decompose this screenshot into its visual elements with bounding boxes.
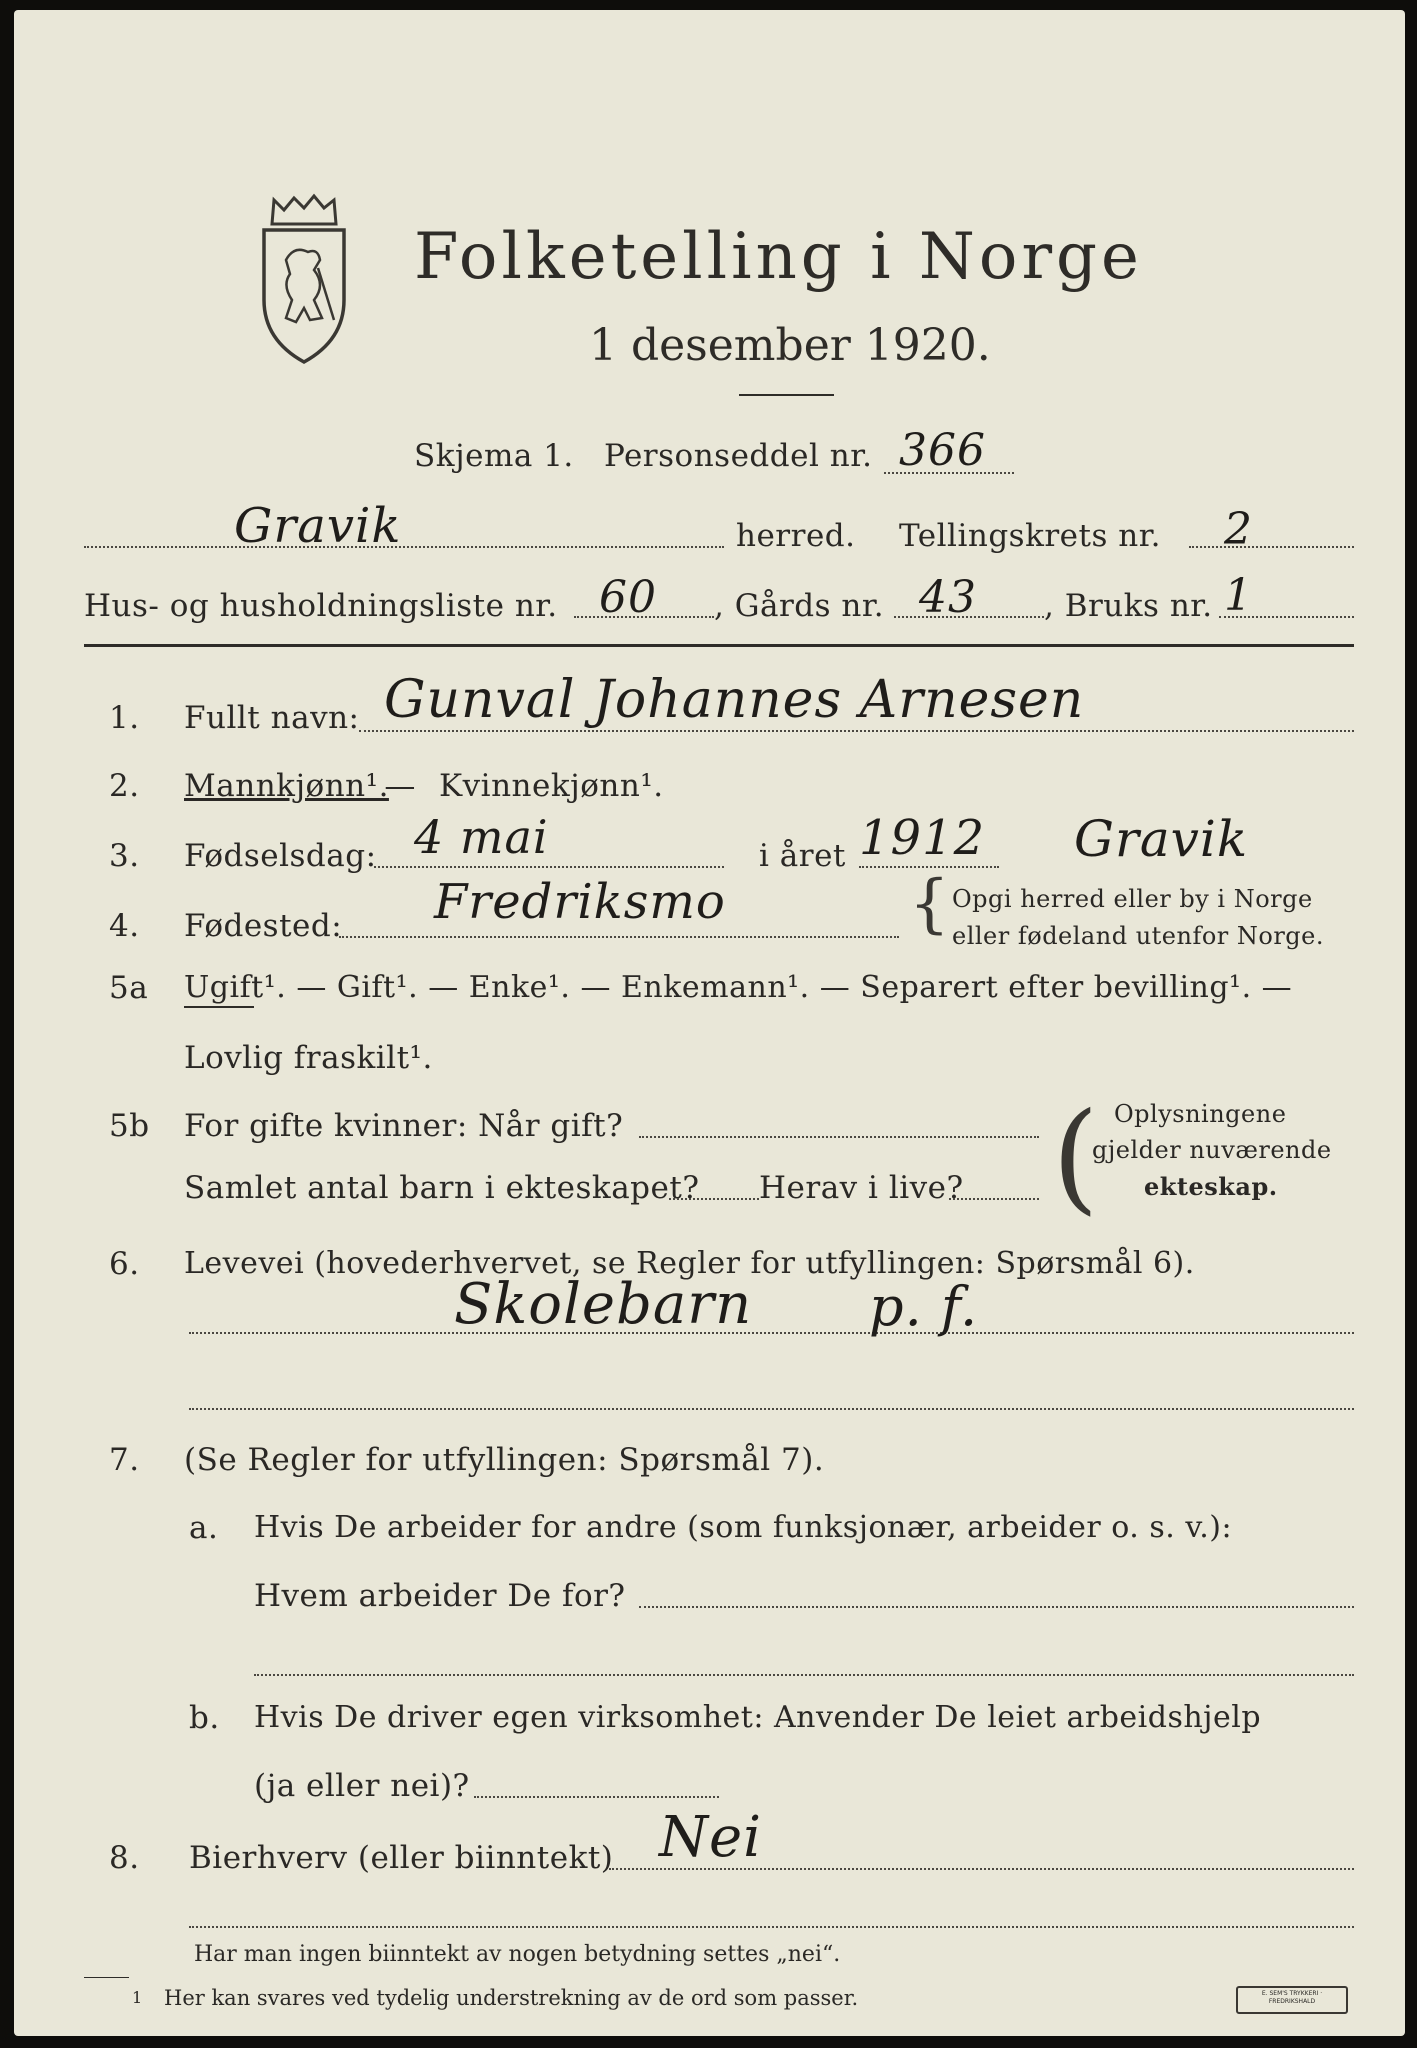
- page-title: Folketelling i Norge: [414, 220, 1143, 294]
- herred-label: herred.: [736, 518, 856, 554]
- q7-label: (Se Regler for utfyllingen: Spørsmål 7).: [184, 1442, 825, 1478]
- q4-brace: {: [909, 867, 950, 941]
- q5b-number: 5b: [109, 1108, 150, 1144]
- q8-value: Nei: [659, 1805, 763, 1870]
- q4-number: 4.: [109, 908, 140, 944]
- q5a-underline: [184, 1006, 254, 1008]
- q7a-line2: Hvem arbeider De for?: [254, 1578, 626, 1614]
- census-form: [14, 10, 1405, 2036]
- hus-label: Hus- og husholdningsliste nr.: [84, 588, 558, 624]
- q5b-note-2: gjelder nuværende: [1092, 1136, 1332, 1164]
- printer-stamp-text: E. SEM'S TRYKKERI · FREDRIKSHALD: [1261, 1990, 1323, 2005]
- printer-stamp: [1236, 1986, 1348, 2014]
- gards-value: 43: [919, 572, 977, 623]
- gards-label: , Gårds nr.: [714, 588, 885, 624]
- personseddel-label: Personseddel nr.: [604, 438, 873, 474]
- q4-note-2: eller fødeland utenfor Norge.: [952, 922, 1325, 950]
- q5b-when-married: For gifte kvinner: Når gift?: [184, 1108, 624, 1144]
- q5b-children: Samlet antal barn i ekteskapet?: [184, 1170, 700, 1206]
- q6-occupation: Skolebarn: [454, 1272, 753, 1337]
- q3-label: Fødselsdag:: [184, 838, 377, 874]
- q5b-note-3: ekteskap.: [1144, 1172, 1278, 1201]
- q5b-brace: (: [1052, 1088, 1099, 1227]
- q3-number: 3.: [109, 838, 140, 874]
- footnote-text: Her kan svares ved tydelig understrekning av de ord som passer.: [164, 1986, 859, 2010]
- q1-full-name: Gunval Johannes Arnesen: [384, 670, 1085, 730]
- q2-separator: —: [374, 768, 427, 804]
- q6-number: 6.: [109, 1246, 140, 1282]
- q5b-note-1: Oplysningene: [1114, 1100, 1287, 1128]
- q7-number: 7.: [109, 1442, 140, 1478]
- footer-note: Har man ingen biinntekt av nogen betydning settes „nei“.: [194, 1942, 841, 1967]
- header-rule: [84, 644, 1354, 647]
- q5b-alive: Herav i live?: [759, 1170, 964, 1206]
- herred-value: Gravik: [234, 498, 402, 554]
- q7a-line1: Hvis De arbeider for andre (som funksjonær, arbeider o. s. v.):: [254, 1510, 1233, 1545]
- q6-label: Levevei (hovederhvervet, se Regler for utfyllingen: Spørsmål 6).: [184, 1246, 1195, 1281]
- q4-birthplace: Fredriksmo: [434, 874, 726, 930]
- q2-female: Kvinnekjønn¹.: [439, 768, 664, 804]
- q7b-line1: Hvis De driver egen virksomhet: Anvender De leiet arbeidshjelp: [254, 1700, 1262, 1735]
- coat-of-arms-icon: [244, 190, 364, 370]
- bruks-label: , Bruks nr.: [1044, 588, 1213, 624]
- q4-label: Fødested:: [184, 908, 343, 944]
- q5a-number: 5a: [109, 970, 149, 1006]
- skjema-label: Skjema 1.: [414, 438, 574, 474]
- q4-note-1: Opgi herred eller by i Norge: [952, 885, 1313, 913]
- footnote-number: 1: [132, 1988, 143, 2007]
- q7b-line2: (ja eller nei)?: [254, 1768, 470, 1804]
- census-date: 1 desember 1920.: [589, 320, 991, 371]
- q8-label: Bierhverv (eller biinntekt): [189, 1840, 614, 1876]
- tellingskrets-label: Tellingskrets nr.: [899, 518, 1161, 554]
- q1-number: 1.: [109, 700, 140, 736]
- q8-number: 8.: [109, 1840, 140, 1876]
- title-divider: [739, 394, 834, 396]
- hus-value: 60: [599, 572, 657, 623]
- q3-birth-day: 4 mai: [414, 810, 549, 864]
- q2-male: Mannkjønn¹.: [184, 768, 389, 804]
- q7b-letter: b.: [189, 1700, 220, 1736]
- q3-year-label: i året: [759, 838, 846, 874]
- q3-extra-place: Gravik: [1074, 810, 1249, 868]
- personseddel-value: 366: [899, 425, 986, 476]
- q5a-options: Ugift¹. — Gift¹. — Enke¹. — Enkemann¹. — Separert efter bevilling¹. —: [184, 970, 1293, 1005]
- q3-birth-year: 1912: [859, 810, 986, 866]
- tellingskrets-value: 2: [1224, 504, 1253, 555]
- q5a-options-2: Lovlig fraskilt¹.: [184, 1040, 433, 1076]
- bruks-value: 1: [1224, 570, 1253, 621]
- q6-mark: p. f.: [869, 1275, 979, 1338]
- footer-rule: [84, 1977, 129, 1978]
- q2-number: 2.: [109, 768, 140, 804]
- q7a-letter: a.: [189, 1510, 219, 1546]
- q1-label: Fullt navn:: [184, 700, 360, 736]
